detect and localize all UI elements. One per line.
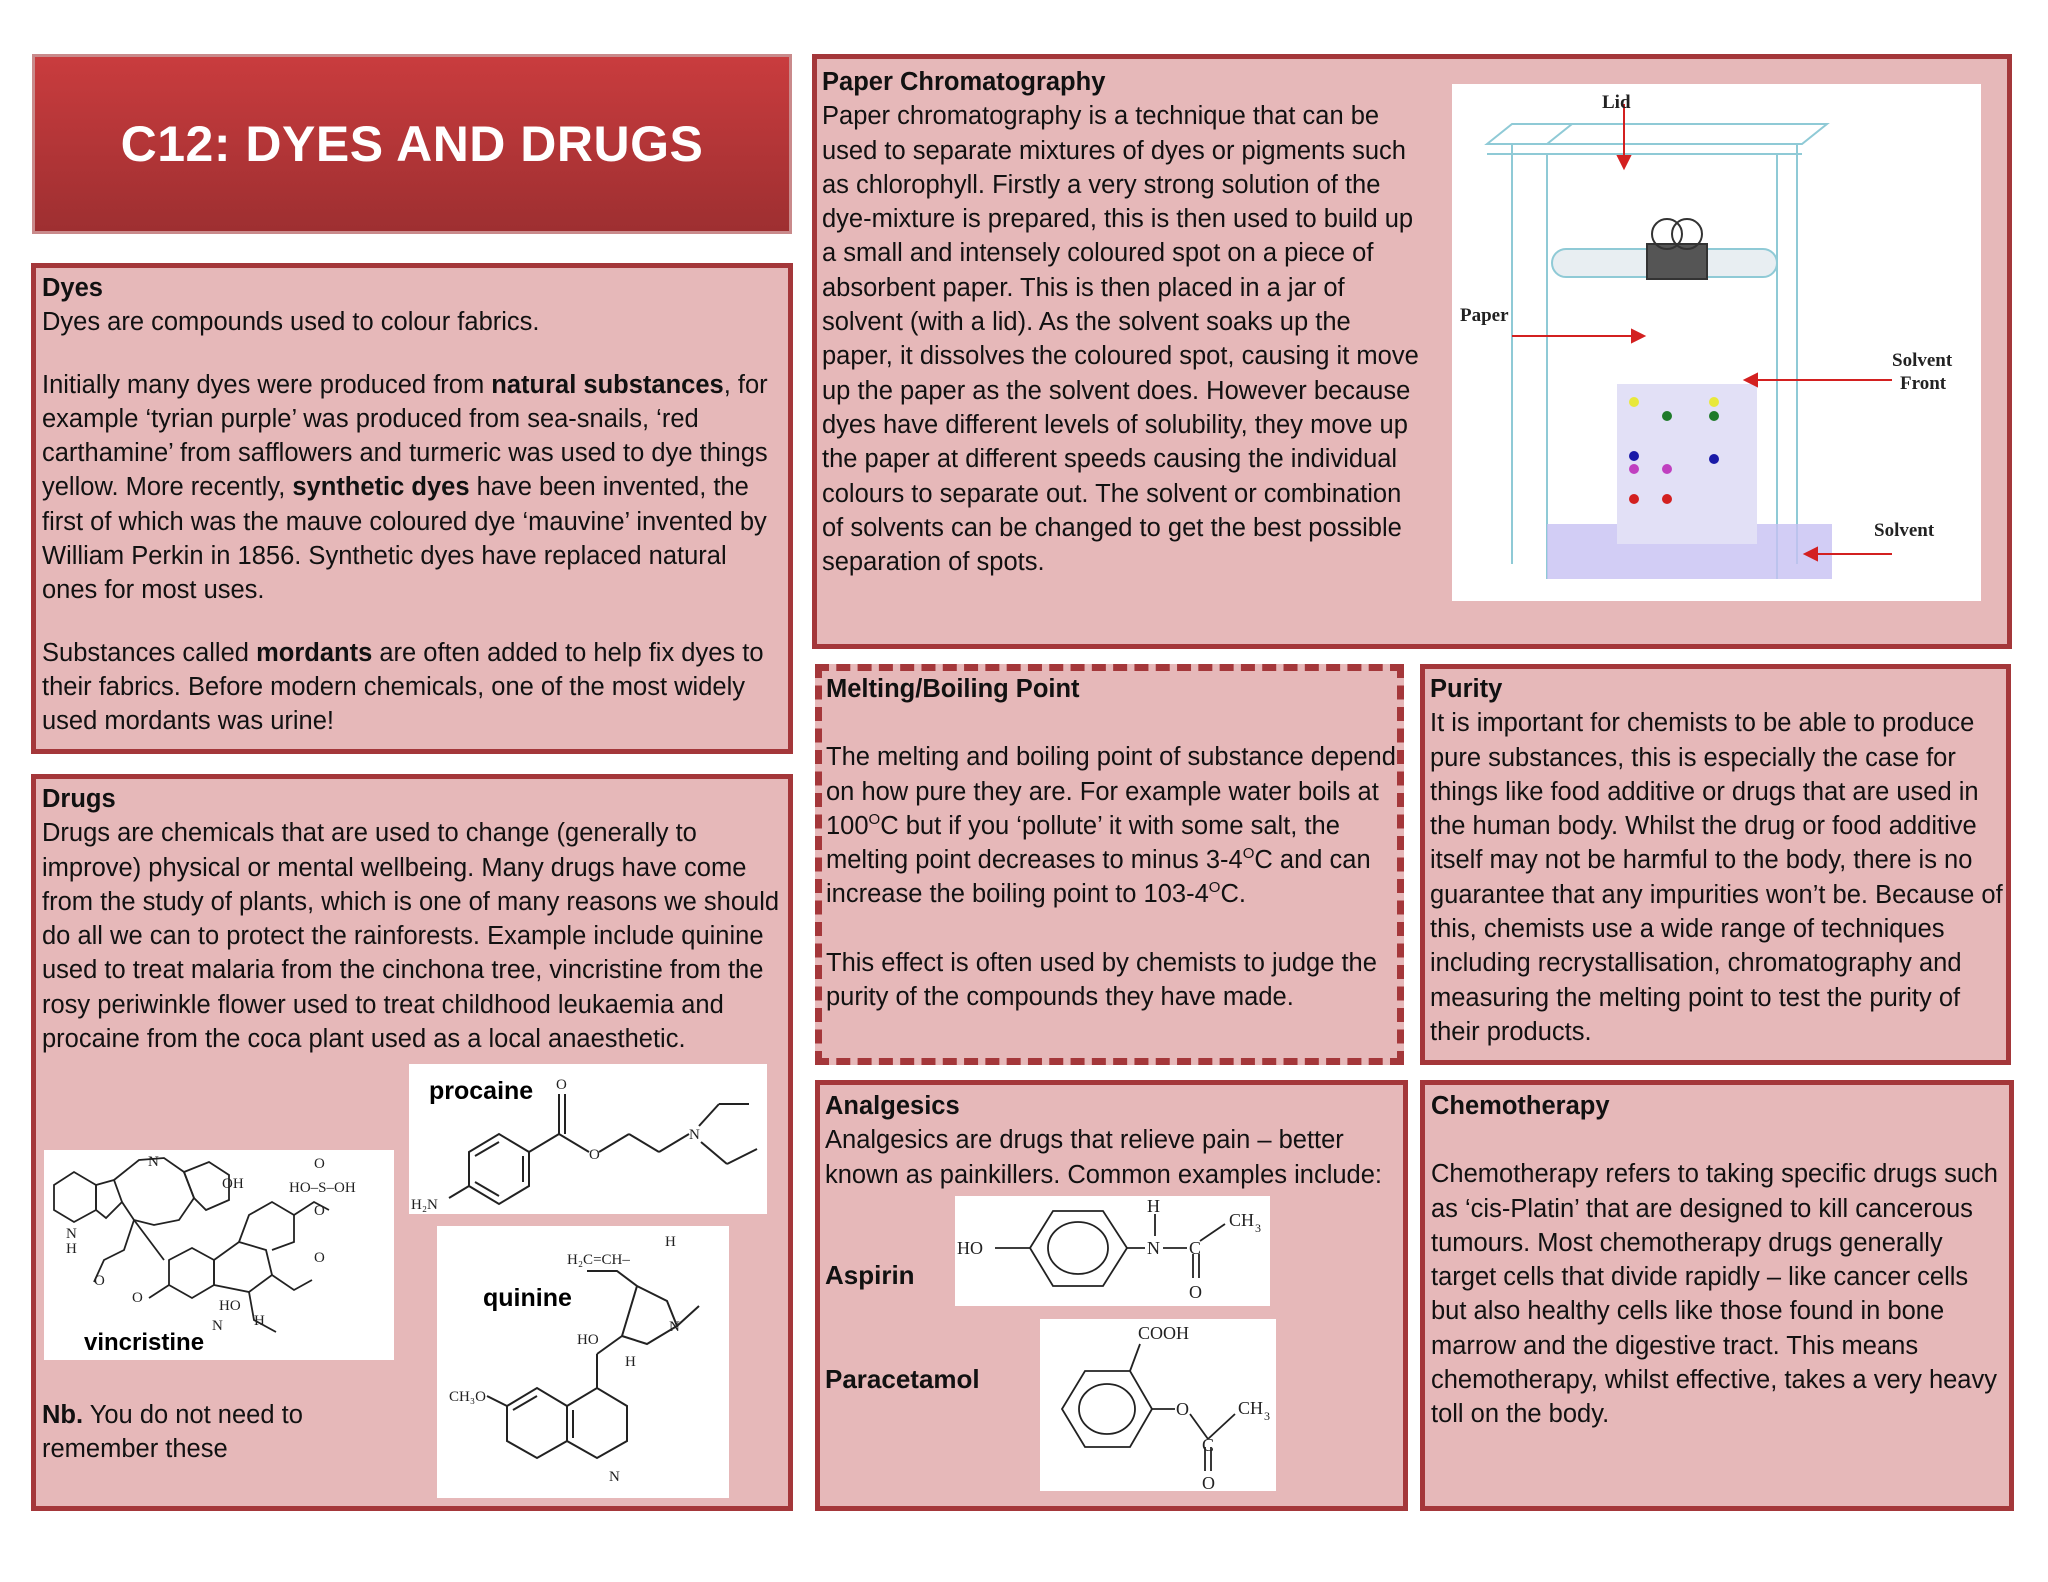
analgesic-structure-2 [1040,1319,1276,1491]
svg-text:C: C [1189,1238,1202,1258]
aspirin-label: Aspirin [825,1260,915,1290]
svg-text:O: O [314,1203,325,1219]
drugs-body: Drugs are chemicals that are used to change (generally to improve) physical or mental wellbeing. Many drugs have come from the study of plants, which is one of many reasons we should do all we can to protect the rainforests. Example include quinine used to treat malaria from the cinchona tree, vincristine from the rosy periwinkle flower used to treat childhood leukaemia and procaine from the coca plant used as a local anaesthetic. [42,819,780,1054]
melting-heading: Melting/Boiling Point [826,675,1080,703]
purity-text [1430,672,2005,1049]
melting-body: The melting and boiling point of substance depend on how pure they are. For example water boils at $100^OC$ but if you ‘pollute’ it with some salt, the melting point decreases to minus $3-4^OC$ and can increase the boiling point to $103-4^OC$. [826,743,1396,909]
chromatography-figure [1452,84,1981,601]
svg-text:OH: OH [222,1176,244,1192]
svg-text:O: O [314,1156,325,1172]
diagram-label-lid: Lid [1602,92,1631,113]
drugs-text [42,782,787,1056]
svg-text:H: H [625,1354,636,1370]
quinine-diagram [437,1226,729,1498]
dyes-heading: Dyes [42,274,103,302]
diagram-label-solvent-front-2: Front [1900,373,1947,394]
drugs-note: Nb. You do not need to remember these [42,1401,303,1464]
procaine-diagram [409,1064,767,1214]
diagram-label-paper: Paper [1460,305,1509,326]
svg-text:H: H [254,1313,265,1329]
svg-text:H: H [1147,1196,1160,1216]
svg-text:O: O [1202,1473,1215,1491]
vincristine-label: vincristine [84,1329,205,1356]
melting-conclusion: This effect is often used by chemists to judge the purity of the compounds they have made. [826,948,1377,1012]
analgesics-heading: Analgesics [825,1092,960,1120]
chromatography-diagram [1452,84,1981,601]
paper-heading: Paper Chromatography [822,68,1106,96]
svg-text:H: H [66,1241,77,1257]
procaine-label: procaine [429,1077,534,1105]
svg-text:N: N [609,1469,620,1485]
svg-text:O: O [1176,1399,1189,1419]
svg-text:H: H [665,1234,676,1250]
svg-text:H₂C=CH–: H₂C=CH– [567,1252,630,1268]
paracetamol-label: Paracetamol [825,1364,980,1394]
analgesics-text [825,1089,1405,1192]
chemo-heading: Chemotherapy [1431,1092,1610,1120]
procaine-structure [409,1064,767,1214]
svg-text:CH: CH [1238,1398,1264,1418]
svg-text:HO–S–OH: HO–S–OH [289,1180,356,1196]
acetanilide-diagram [955,1196,1270,1306]
quinine-structure [437,1226,729,1498]
acetylsalicylic-diagram [1040,1319,1276,1491]
chemo-text [1431,1089,2006,1432]
svg-text:HO: HO [577,1332,599,1348]
melting-text [826,672,1401,1014]
svg-text:O: O [94,1273,105,1289]
chemo-body: Chemotherapy refers to taking specific drugs such as ‘cis-Platin’ that are designed to kill cancerous tumours. Most chemotherapy drugs generally target cells that divide rapidly – like cancer cells but also healthy cells like those found in bone marrow and the digestive tract. This means chemotherapy, whilst effective, takes a very heavy toll on the body. [1431,1160,1998,1429]
paper-text [822,65,1422,579]
svg-text:C: C [1202,1435,1215,1455]
svg-text:HO: HO [957,1238,983,1258]
diagram-label-solvent-front-1: Solvent [1892,350,1953,371]
svg-text:O: O [132,1290,143,1306]
title-banner [32,54,792,234]
svg-text:3: 3 [1255,1221,1261,1235]
svg-text:H₂N: H₂N [411,1197,438,1213]
vincristine-diagram [44,1150,394,1360]
svg-text:HO: HO [219,1298,241,1314]
svg-text:3: 3 [1264,1409,1270,1423]
svg-text:N: N [1147,1238,1160,1258]
svg-text:O: O [556,1077,567,1093]
analgesics-body: Analgesics are drugs that relieve pain – better known as painkillers. Common examples include: [825,1126,1383,1189]
diagram-label-solvent: Solvent [1874,520,1935,541]
svg-text:O: O [314,1250,325,1266]
svg-text:O: O [1189,1282,1202,1302]
dyes-text [42,271,787,739]
svg-text:N: N [212,1318,223,1334]
svg-text:N: N [689,1127,700,1143]
svg-text:O: O [589,1147,600,1163]
drugs-heading: Drugs [42,785,116,813]
paper-body: Paper chromatography is a technique that can be used to separate mixtures of dyes or pigments such as chlorophyll. Firstly a very strong solution of the dye-mixture is prepared, this is then used to build up a small and intensely coloured spot on a piece of absorbent paper. This is then placed in a jar of solvent (with a lid). As the solvent soaks up the paper, it dissolves the coloured spot, causing it move up the paper as the solvent does. However because dyes have different levels of solubility, they move up the paper at different speeds causing the individual colours to separate out. The solvent or combination of solvents can be changed to get the best possible separation of spots. [822,102,1419,577]
purity-body: It is important for chemists to be able to produce pure substances, this is especially the case for things like food additive or drugs that are used in the human body. Whilst the drug or food additive itself may not be harmful to the body, there is no guarantee that any impurities won’t be. Because of this, chemists use a wide range of techniques including recrystallisation, chromatography and measuring the melting point to test the purity of their products. [1430,709,2003,1046]
svg-text:N: N [66,1226,77,1242]
vincristine-structure [44,1150,394,1360]
purity-heading: Purity [1430,675,1503,703]
dyes-mordants: Substances called mordants are often added to help fix dyes to their fabrics. Before modern chemicals, one of the most widely used mordants was urine! [42,638,764,736]
svg-text:CH₃O: CH₃O [449,1389,486,1405]
svg-text:N: N [669,1319,680,1335]
dyes-history: Initially many dyes were produced from natural substances, for example ‘tyrian purple’ was produced from sea-snails, ‘red carthamine’ from safflowers and turmeric was used to dye things yellow. More recently, synthetic dyes have been invented, the first of which was the mauve coloured dye ‘mauvine’ invented by William Perkin in 1856. Synthetic dyes have replaced natural ones for most uses. [42,370,768,605]
analgesic-structure-1 [955,1196,1270,1306]
page-title: C12: DYES AND DRUGS [120,116,704,172]
svg-text:COOH: COOH [1138,1323,1190,1343]
quinine-label: quinine [483,1284,572,1312]
svg-text:CH: CH [1229,1210,1255,1230]
dyes-intro: Dyes are compounds used to colour fabrics. [42,308,540,337]
svg-text:N: N [148,1154,159,1170]
